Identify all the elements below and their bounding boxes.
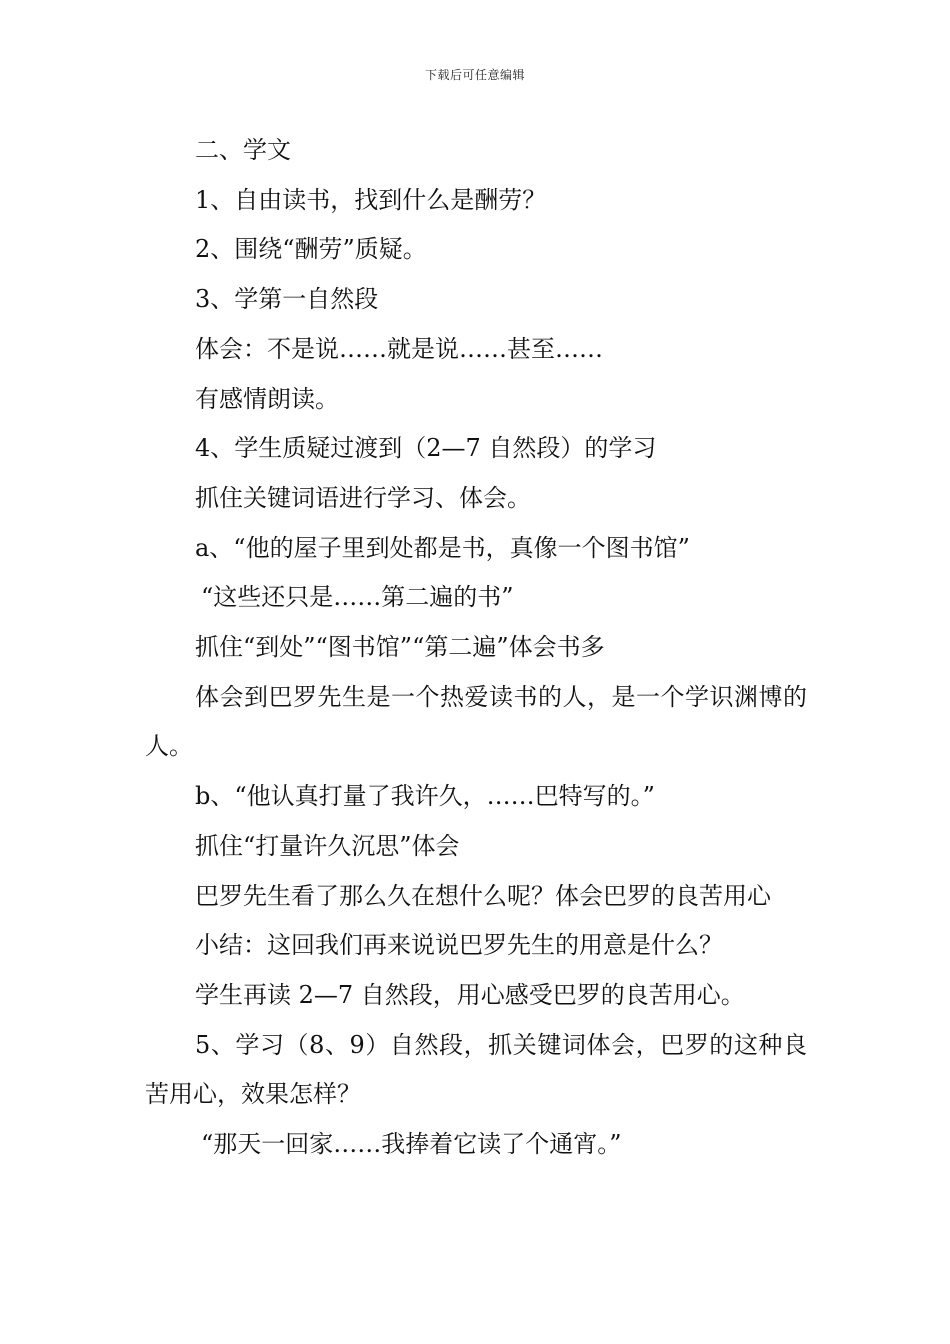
paragraph: a、“他的屋子里到处都是书，真像一个图书馆”: [195, 533, 690, 562]
paragraph: 抓住关键词语进行学习、体会。: [195, 483, 531, 512]
document-body: [145, 126, 807, 1170]
paragraph: 巴罗先生看了那么久在想什么呢？体会巴罗的良苦用心: [195, 881, 771, 910]
paragraph: “这些还只是……第二遍的书”: [201, 583, 514, 612]
paragraph: “那天一回家……我捧着它读了个通宵。”: [201, 1130, 622, 1159]
paragraph: 体会：不是说……就是说……甚至……: [195, 334, 603, 363]
paragraph: 抓住“到处”“图书馆”“第二遍”体会书多: [195, 633, 605, 662]
paragraph: 体会到巴罗先生是一个热爱读书的人，是一个学识渊博的人。: [145, 682, 807, 761]
paragraph: 5、学习（8、9）自然段，抓关键词体会，巴罗的这种良苦用心，效果怎样？: [145, 1030, 807, 1109]
paragraph: 2、围绕“酬劳”质疑。: [195, 235, 427, 264]
paragraph: 4、学生质疑过渡到（2—7 自然段）的学习: [195, 434, 657, 463]
paragraph: 有感情朗读。: [195, 384, 339, 413]
paragraph: 1、自由读书，找到什么是酬劳？: [195, 185, 547, 214]
paragraph: 小结：这回我们再来说说巴罗先生的用意是什么？: [195, 931, 723, 960]
paragraph: 3、学第一自然段: [195, 285, 379, 314]
section-heading: 二、学文: [195, 136, 291, 164]
paragraph: b、“他认真打量了我许久，……巴特写的。”: [195, 782, 655, 811]
page-header: 下载后可任意编辑: [424, 68, 525, 82]
paragraph: 抓住“打量许久沉思”体会: [195, 831, 460, 860]
paragraph: 学生再读 2—7 自然段，用心感受巴罗的良苦用心。: [195, 980, 745, 1009]
